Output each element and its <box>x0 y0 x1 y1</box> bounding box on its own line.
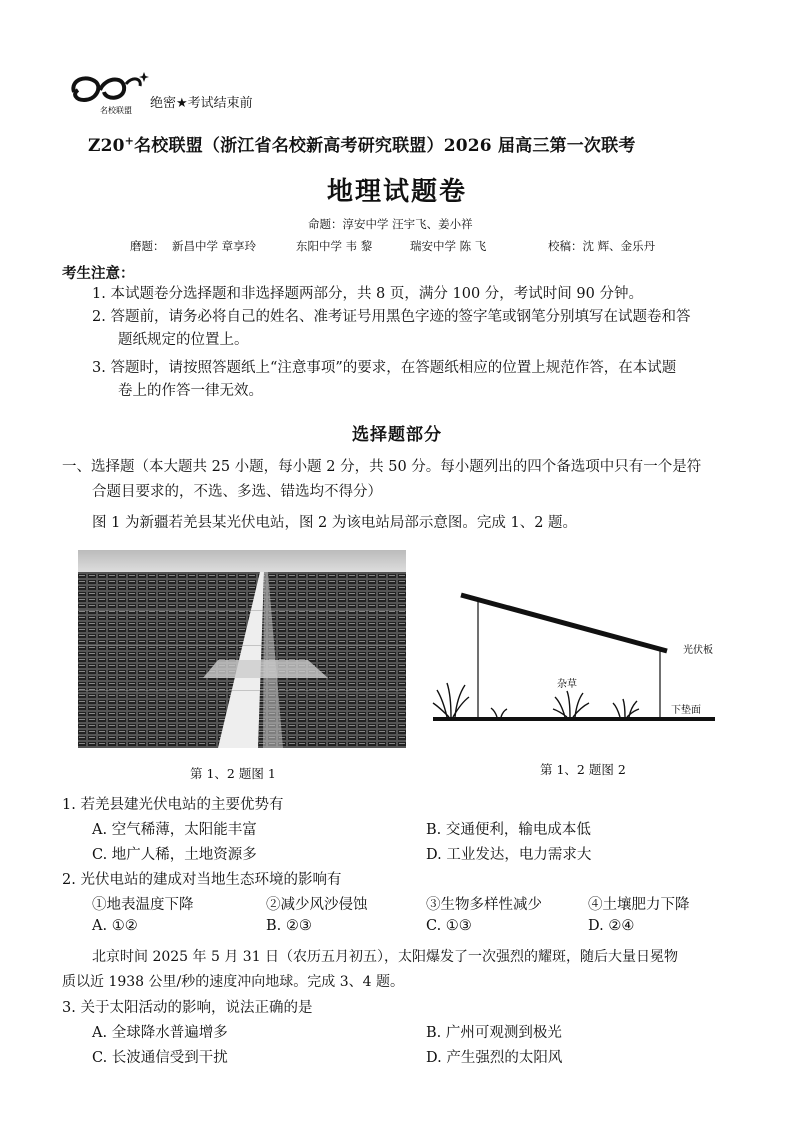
passage-line-1: 北京时间 2025 年 5 月 31 日（农历五月初五），太阳爆发了一次强烈的耀斑，随后大量日冕物 <box>92 949 679 965</box>
label-weeds: 杂草 <box>557 679 577 690</box>
q2-option-d: D. ②④ <box>588 918 635 934</box>
alliance-logo <box>66 70 150 116</box>
notice-item-2-cont: 题纸规定的位置上。 <box>118 332 249 348</box>
q3-option-d: D. 产生强烈的太阳风 <box>426 1050 563 1066</box>
confidential-mark: 绝密★考试结束前 <box>150 96 253 111</box>
authors: 命题：淳安中学 汪宇飞、姜小祥 <box>308 217 473 231</box>
solar-farm-photo <box>78 550 406 748</box>
notice-item-1: 1. 本试题卷分选择题和非选择题两部分，共 8 页，满分 100 分，考试时间 90 分钟。 <box>92 286 643 302</box>
exam-title <box>88 131 636 156</box>
q2-option-c: C. ①③ <box>426 918 472 934</box>
part1-heading: 一、选择题（本大题共 25 小题，每小题 2 分，共 50 分。每小题列出的四个备选项中只有一个是符 <box>62 459 702 475</box>
proofreaders: 校稿：沈 辉、金乐丹 <box>548 239 656 253</box>
logo-text: 名校联盟 <box>100 106 132 115</box>
figure2-caption: 第 1、2 题图 2 <box>540 762 626 777</box>
figure-intro: 图 1 为新疆若羌县某光伏电站，图 2 为该电站局部示意图。完成 1、2 题。 <box>92 515 578 531</box>
q3-option-c: C. 长波通信受到干扰 <box>92 1050 228 1066</box>
notice-item-3: 3. 答题时，请按照答题纸上“注意事项”的要求，在答题纸相应的位置上规范作答，在本试题 <box>92 360 677 376</box>
q2-statement-1: ①地表温度下降 <box>92 897 194 913</box>
q2-option-b: B. ②③ <box>266 918 312 934</box>
notice-item-3-cont: 卷上的作答一律无效。 <box>118 383 263 399</box>
q2-statement-3: ③生物多样性减少 <box>426 897 542 913</box>
passage-line-2: 质以近 1938 公里/秒的速度冲向地球。完成 3、4 题。 <box>62 974 404 990</box>
q3-option-a: A. 全球降水普遍增多 <box>92 1025 228 1041</box>
notice-title: 考生注意： <box>62 265 135 282</box>
part1-heading-cont: 合题目要求的，不选、多选、错选均不得分） <box>92 484 382 500</box>
exam-prefix: Z20 <box>88 136 125 156</box>
q2-statement-4: ④土壤肥力下降 <box>588 897 690 913</box>
polish-2: 东阳中学 韦 黎 <box>296 239 373 253</box>
q1-option-c: C. 地广人稀，土地资源多 <box>92 847 257 863</box>
polish-3: 瑞安中学 陈 飞 <box>410 239 487 253</box>
q2-statement-2: ②减少风沙侵蚀 <box>266 897 368 913</box>
q1-option-a: A. 空气稀薄，太阳能丰富 <box>92 822 257 838</box>
q1-stem: 1. 若羌县建光伏电站的主要优势有 <box>62 797 284 813</box>
exam-sup: + <box>124 134 135 148</box>
polish-label: 磨题： <box>130 239 165 253</box>
q1-option-d: D. 工业发达，电力需求大 <box>426 847 592 863</box>
pv-schematic <box>425 575 725 735</box>
q3-option-b: B. 广州可观测到极光 <box>426 1025 562 1041</box>
notice-item-2: 2. 答题前，请务必将自己的姓名、准考证号用黑色字迹的签字笔或钢笔分别填写在试题卷和答 <box>92 309 691 325</box>
exam-name: 名校联盟（浙江省名校新高考研究联盟）2026 届高三第一次联考 <box>134 136 636 156</box>
q2-stem: 2. 光伏电站的建成对当地生态环境的影响有 <box>62 872 342 888</box>
polish-1: 新昌中学 章享玲 <box>172 239 257 253</box>
label-ground-surface: 下垫面 <box>671 705 701 716</box>
q2-option-a: A. ①② <box>92 918 138 934</box>
q3-stem: 3. 关于太阳活动的影响，说法正确的是 <box>62 1000 313 1016</box>
section-title: 选择题部分 <box>352 425 442 445</box>
q1-option-b: B. 交通便利，输电成本低 <box>426 822 591 838</box>
label-pv-panel: 光伏板 <box>683 645 713 656</box>
figure1-caption: 第 1、2 题图 1 <box>190 766 276 781</box>
paper-title: 地理试题卷 <box>326 177 467 207</box>
